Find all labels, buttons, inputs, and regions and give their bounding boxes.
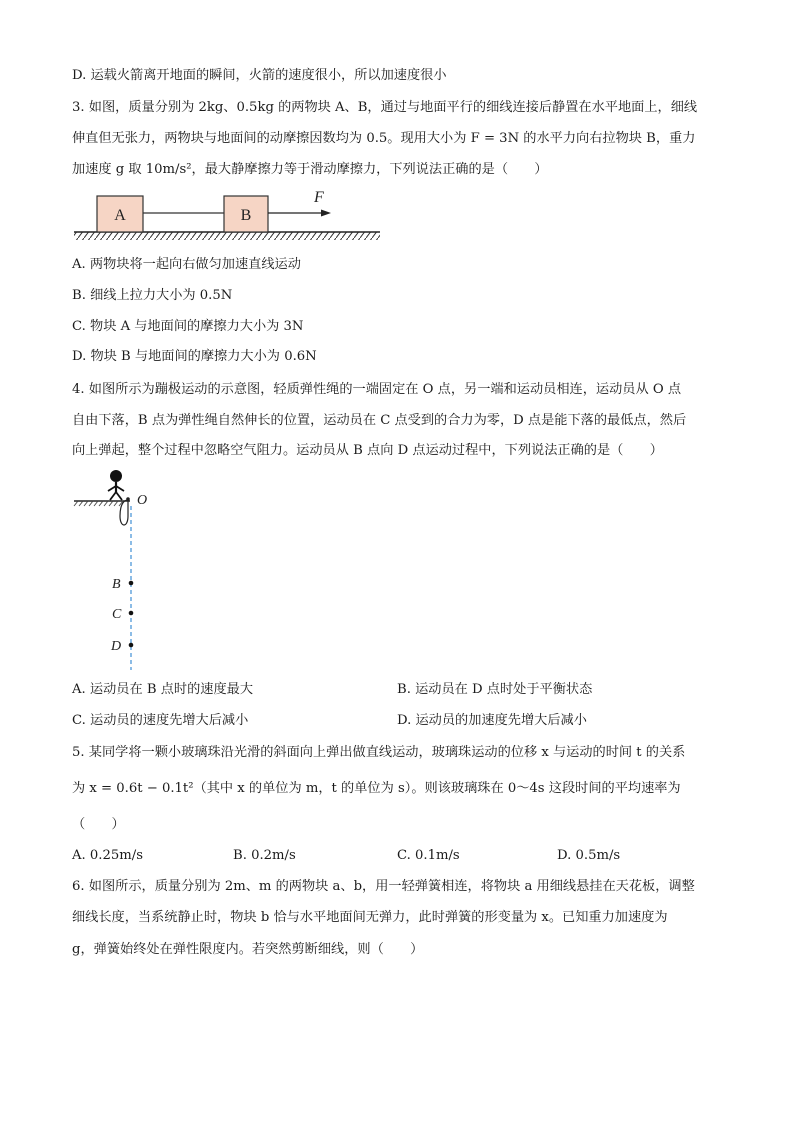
point-d-label: D — [111, 639, 122, 654]
q5-option-d: D. 0.5m/s — [557, 848, 621, 863]
ground-hatch — [74, 232, 380, 240]
point-c-label: C — [112, 607, 122, 622]
q5-stem-line-2: 为 x = 0.6t − 0.1t²（其中 x 的单位为 m，t 的单位为 s）。则该玻璃珠在 0～4s 这段时间的平均速率为 — [72, 781, 681, 796]
q5-stem-line-3: （ ） — [72, 817, 125, 832]
q4-figure — [70, 464, 170, 674]
q2-option-d: D. 运载火箭离开地面的瞬间，火箭的速度很小，所以加速度很小 — [72, 68, 447, 83]
platform-hatch — [74, 501, 123, 506]
q5-option-b: B. 0.2m/s — [233, 848, 296, 863]
q5-option-a: A. 0.25m/s — [72, 848, 143, 863]
q5-option-c: C. 0.1m/s — [397, 848, 460, 863]
q4-option-d: D. 运动员的加速度先增大后减小 — [397, 713, 587, 728]
q3-stem-line-2: 伸直但无张力，两物块与地面间的动摩擦因数均为 0.5。现用大小为 F = 3N 的水平力向右拉物块 B，重力 — [72, 131, 696, 146]
block-b-label: B — [240, 207, 252, 224]
point-o-label: O — [137, 493, 148, 508]
q4-stem-line-1: 4. 如图所示为蹦极运动的示意图，轻质弹性绳的一端固定在 O 点，另一端和运动员相连，运动员从 O 点 — [72, 382, 682, 397]
q3-stem-line-1: 3. 如图，质量分别为 2kg、0.5kg 的两物块 A、B，通过与地面平行的细线连接后静置在水平地面上，细线 — [72, 100, 698, 115]
point-b-dot — [129, 581, 134, 586]
q3-figure — [72, 182, 384, 244]
q6-stem-line-3: g，弹簧始终处在弹性限度内。若突然剪断细线，则（ ） — [72, 942, 424, 957]
q6-stem-line-1: 6. 如图所示，质量分别为 2m、m 的两物块 a、b，用一轻弹簧相连，将物块 a 用细线悬挂在天花板，调整 — [72, 879, 695, 894]
q4-option-b: B. 运动员在 D 点时处于平衡状态 — [397, 682, 593, 697]
q3-option-d: D. 物块 B 与地面间的摩擦力大小为 0.6N — [72, 349, 317, 364]
point-b-label: B — [112, 577, 121, 592]
block-a-label: A — [114, 207, 126, 224]
q4-stem-line-3: 向上弹起，整个过程中忽略空气阻力。运动员从 B 点向 D 点运动过程中，下列说法正确的是（ ） — [72, 443, 663, 458]
q3-option-b: B. 细线上拉力大小为 0.5N — [72, 288, 233, 303]
point-d-dot — [129, 643, 134, 648]
point-o-dot — [126, 497, 130, 501]
q3-option-a: A. 两物块将一起向右做匀加速直线运动 — [72, 257, 301, 272]
q4-option-a: A. 运动员在 B 点时的速度最大 — [72, 682, 254, 697]
point-c-dot — [129, 611, 134, 616]
force-label: F — [314, 189, 324, 206]
q4-stem-line-2: 自由下落，B 点为弹性绳自然伸长的位置，运动员在 C 点受到的合力为零，D 点是能下落的最低点，然后 — [72, 413, 687, 428]
force-arrow-head — [321, 210, 331, 217]
q5-stem-line-1: 5. 某同学将一颗小玻璃珠沿光滑的斜面向上弹出做直线运动，玻璃珠运动的位移 x 与运动的时间 t 的关系 — [72, 745, 686, 760]
q3-option-c: C. 物块 A 与地面间的摩擦力大小为 3N — [72, 319, 304, 334]
jumper-figure — [108, 470, 124, 500]
q6-stem-line-2: 细线长度，当系统静止时，物块 b 恰与水平地面间无弹力，此时弹簧的形变量为 x。已知重力加速度为 — [72, 910, 668, 925]
q3-stem-line-3: 加速度 g 取 10m/s²，最大静摩擦力等于滑动摩擦力，下列说法正确的是（ ） — [72, 162, 548, 177]
q4-option-c: C. 运动员的速度先增大后减小 — [72, 713, 249, 728]
